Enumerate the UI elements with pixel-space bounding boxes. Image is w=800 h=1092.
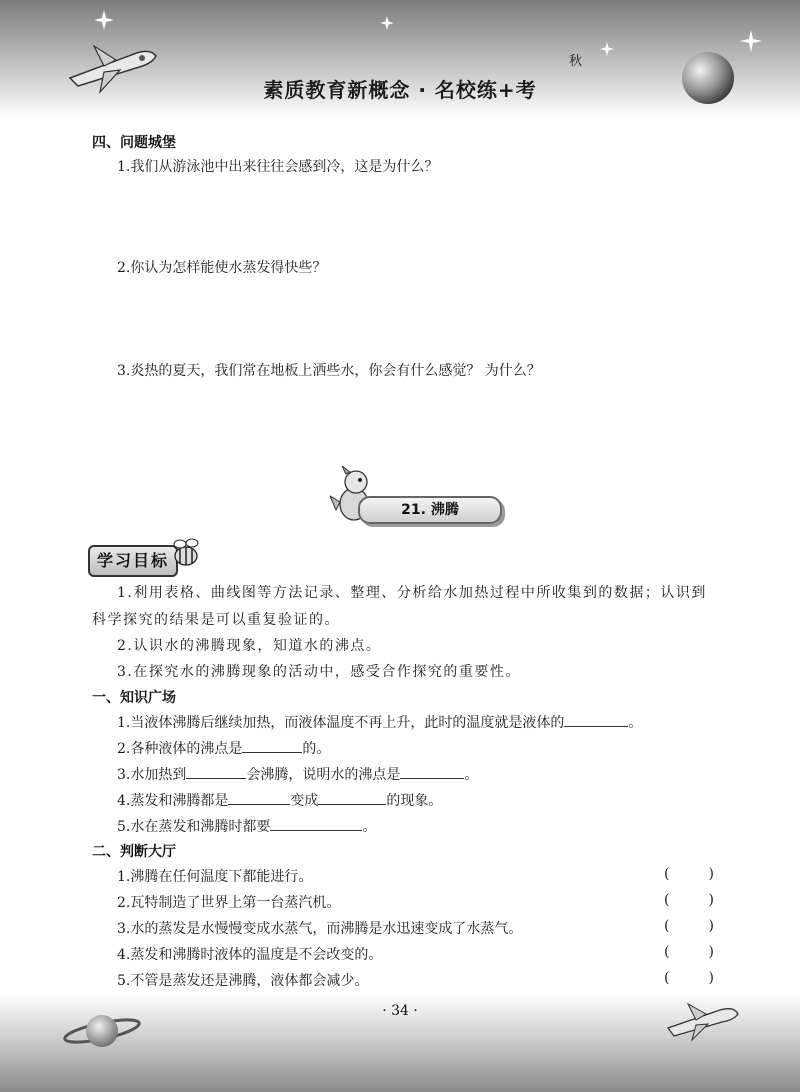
- question-text: 。: [628, 715, 643, 731]
- fill-blank-question-3: [117, 764, 478, 784]
- answer-blank[interactable]: [318, 790, 386, 805]
- fill-blank-question-1: [117, 712, 642, 732]
- goal-item: 2.认识水的沸腾现象，知道水的沸点。: [117, 638, 382, 654]
- question-text: 的。: [302, 741, 331, 757]
- judgment-item: 2.瓦特制造了世界上第一台蒸汽机。: [117, 895, 341, 911]
- question-text: 3.水加热到: [117, 767, 187, 783]
- season-label: 秋: [569, 54, 583, 69]
- fill-blank-question-4: [117, 790, 442, 810]
- star-icon: [94, 10, 114, 30]
- goal-item: 3.在探究水的沸腾现象的活动中，感受合作探究的重要性。: [117, 664, 521, 680]
- bee-icon: [168, 536, 202, 570]
- page-title: 素质教育新概念 · 名校练+考: [263, 78, 537, 102]
- answer-blank[interactable]: [228, 790, 290, 805]
- question-text: 5.水在蒸发和沸腾时都要: [117, 819, 271, 835]
- answer-parentheses[interactable]: ( ): [664, 892, 714, 908]
- goal-item: 科学探究的结果是可以重复验证的。: [92, 612, 340, 628]
- answer-parentheses[interactable]: ( ): [664, 944, 714, 960]
- fill-blank-question-2: [117, 738, 330, 758]
- judgment-item: 5.不管是蒸发还是沸腾，液体都会减少。: [117, 973, 369, 989]
- question-text: 会沸腾，说明水的沸点是: [246, 767, 401, 783]
- question-text: 。: [362, 819, 377, 835]
- goal-item: 1.利用表格、曲线图等方法记录、整理、分析给水加热过程中所收集到的数据；认识到: [117, 585, 707, 601]
- question-text: 。: [464, 767, 479, 783]
- judgment-item: 1.沸腾在任何温度下都能进行。: [117, 869, 313, 885]
- judgment-item: 4.蒸发和沸腾时液体的温度是不会改变的。: [117, 947, 383, 963]
- fill-blank-question-5: [117, 816, 376, 836]
- answer-parentheses[interactable]: ( ): [664, 970, 714, 986]
- question-item: 3.炎热的夏天，我们常在地板上洒些水，你会有什么感觉？ 为什么？: [117, 363, 541, 379]
- question-text: 变成: [290, 793, 319, 809]
- answer-blank[interactable]: [186, 764, 246, 779]
- question-item: 1.我们从游泳池中出来往往会感到冷，这是为什么？: [117, 159, 439, 175]
- question-text: 的现象。: [386, 793, 443, 809]
- answer-blank[interactable]: [564, 712, 628, 727]
- star-icon: [600, 42, 614, 56]
- answer-parentheses[interactable]: ( ): [664, 918, 714, 934]
- question-item: 2.你认为怎样能使水蒸发得快些？: [117, 260, 327, 276]
- star-icon: [380, 16, 394, 30]
- page-number: · 34 ·: [382, 1003, 418, 1019]
- section-heading-judgment-hall: 二、判断大厅: [92, 844, 176, 860]
- question-text: 4.蒸发和沸腾都是: [117, 793, 229, 809]
- judgment-item: 3.水的蒸发是水慢慢变成水蒸气，而沸腾是水迅速变成了水蒸气。: [117, 921, 523, 937]
- section-heading-problem-castle: 四、问题城堡: [92, 135, 176, 151]
- answer-parentheses[interactable]: ( ): [664, 866, 714, 882]
- answer-blank[interactable]: [400, 764, 464, 779]
- learning-goals-badge: 学习目标: [88, 545, 178, 577]
- answer-blank[interactable]: [242, 738, 302, 753]
- answer-blank[interactable]: [270, 816, 362, 831]
- section-heading-knowledge-square: 一、知识广场: [92, 690, 176, 706]
- chapter-title: 21. 沸腾: [358, 496, 502, 524]
- star-icon: [740, 30, 762, 52]
- question-text: 2.各种液体的沸点是: [117, 741, 243, 757]
- question-text: 1.当液体沸腾后继续加热，而液体温度不再上升，此时的温度就是液体的: [117, 715, 565, 731]
